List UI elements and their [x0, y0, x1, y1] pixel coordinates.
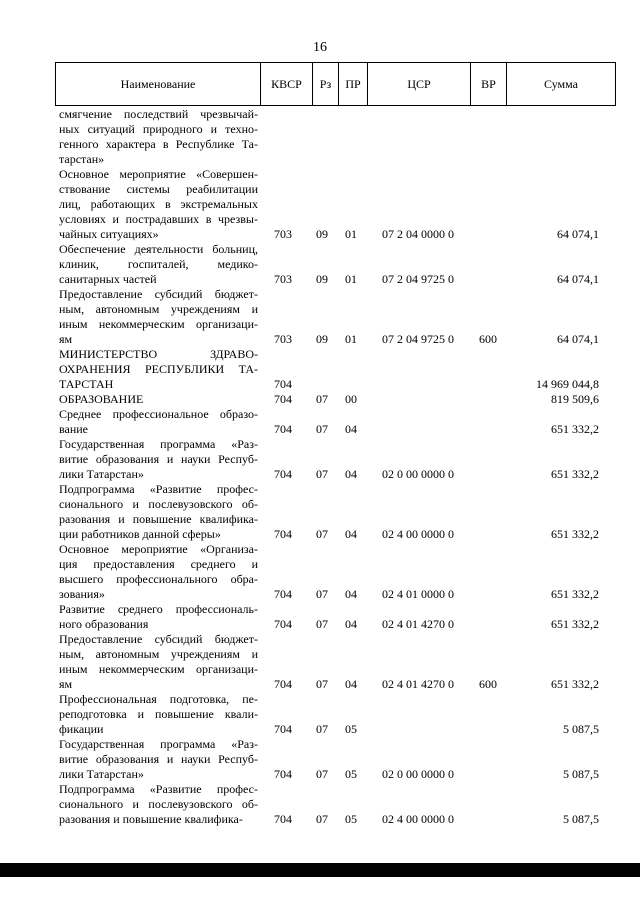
row-name-line: ОХРАНЕНИЯ РЕСПУБЛИКИ ТА-: [59, 362, 258, 376]
row-name: [59, 692, 258, 737]
cell-rz: 07: [316, 587, 328, 601]
cell-pr: 05: [345, 722, 357, 736]
row-name: [59, 482, 258, 542]
cell-kvsr: 704: [274, 722, 292, 736]
cell-csr: 02 4 01 4270 0: [382, 677, 454, 691]
cell-pr: 01: [345, 272, 357, 286]
cell-sum: 651 332,2: [551, 677, 599, 691]
table-row: [0, 347, 640, 392]
cell-kvsr: 704: [274, 812, 292, 826]
row-name: [59, 407, 258, 437]
cell-kvsr: 704: [274, 467, 292, 481]
cell-pr: 04: [345, 677, 357, 691]
row-name-line: санитарных частей: [59, 272, 157, 286]
row-name-line: клиник, госпиталей, медико-: [59, 257, 258, 271]
row-name-line: иным некоммерческим организаци-: [59, 662, 258, 676]
cell-kvsr: 704: [274, 617, 292, 631]
cell-kvsr: 704: [274, 767, 292, 781]
table-row: [0, 107, 640, 167]
table-body: [0, 107, 640, 827]
row-name-line: Среднее профессиональное образо-: [59, 407, 258, 421]
header-vr: ВР: [471, 63, 507, 105]
row-name: [59, 242, 258, 287]
row-name-line: вание: [59, 422, 89, 436]
table-row: [0, 167, 640, 242]
cell-rz: 07: [316, 527, 328, 541]
cell-kvsr: 704: [274, 527, 292, 541]
cell-sum: 651 332,2: [551, 587, 599, 601]
row-name-line: Обеспечение деятельности больниц,: [59, 242, 258, 256]
row-name: [59, 632, 258, 692]
row-name-line: лики Татарстан»: [59, 467, 144, 481]
cell-kvsr: 703: [274, 272, 292, 286]
cell-csr: 02 0 00 0000 0: [382, 467, 454, 481]
header-kvsr: КВСР: [261, 63, 313, 105]
row-name-line: Основное мероприятие «Организа-: [59, 542, 258, 556]
cell-rz: 07: [316, 677, 328, 691]
cell-vr: 600: [479, 332, 497, 346]
cell-rz: 07: [316, 422, 328, 436]
cell-csr: 02 0 00 0000 0: [382, 767, 454, 781]
row-name-line: сионального и послевузовского об-: [59, 797, 258, 811]
row-name-line: Подпрограмма «Развитие профес-: [59, 782, 258, 796]
row-name-line: ям: [59, 332, 73, 346]
row-name-line: ствование системы реабилитации: [59, 182, 258, 196]
row-name-line: условиях и пострадавших в чрезвы-: [59, 212, 258, 226]
row-name: [59, 437, 258, 482]
row-name-line: ции работников данной сферы»: [59, 527, 221, 541]
row-name-line: Государственная программа «Раз-: [59, 737, 258, 751]
cell-kvsr: 704: [274, 587, 292, 601]
row-name: [59, 287, 258, 347]
table-row: [0, 482, 640, 542]
table-row: [0, 692, 640, 737]
row-name: [59, 602, 258, 632]
cell-kvsr: 704: [274, 677, 292, 691]
cell-kvsr: 704: [274, 392, 292, 406]
row-name-line: высшего профессионального обра-: [59, 572, 258, 586]
page-number: 16: [313, 40, 327, 55]
cell-pr: 01: [345, 227, 357, 241]
table-row: [0, 782, 640, 827]
table-row: [0, 632, 640, 692]
cell-sum: 651 332,2: [551, 422, 599, 436]
cell-kvsr: 703: [274, 227, 292, 241]
row-name-line: зования»: [59, 587, 105, 601]
header-rz: Рз: [313, 63, 339, 105]
cell-sum: 651 332,2: [551, 467, 599, 481]
row-name-line: разования и повышение квалифика-: [59, 512, 258, 526]
cell-csr: 02 4 00 0000 0: [382, 812, 454, 826]
cell-sum: 64 074,1: [557, 272, 599, 286]
cell-pr: 05: [345, 767, 357, 781]
row-name-line: сионального и послевузовского об-: [59, 497, 258, 511]
table-row: [0, 737, 640, 782]
row-name-line: Государственная программа «Раз-: [59, 437, 258, 451]
row-name: [59, 737, 258, 782]
cell-rz: 07: [316, 392, 328, 406]
row-name-line: витие образования и науки Респуб-: [59, 752, 258, 766]
cell-kvsr: 703: [274, 332, 292, 346]
row-name-line: ям: [59, 677, 73, 691]
row-name-line: генного характера в Республике Та-: [59, 137, 258, 151]
table-row: [0, 542, 640, 602]
row-name-line: ных ситуаций природного и техно-: [59, 122, 258, 136]
row-name-line: иным некоммерческим организаци-: [59, 317, 258, 331]
row-name-line: ция предоставления среднего и: [59, 557, 258, 571]
row-name: [59, 392, 258, 407]
row-name: [59, 542, 258, 602]
cell-rz: 09: [316, 227, 328, 241]
cell-csr: 07 2 04 9725 0: [382, 332, 454, 346]
row-name-line: Профессиональная подготовка, пе-: [59, 692, 258, 706]
row-name-line: Предоставление субсидий бюджет-: [59, 287, 258, 301]
cell-csr: 02 4 01 4270 0: [382, 617, 454, 631]
cell-pr: 04: [345, 527, 357, 541]
cell-pr: 04: [345, 617, 357, 631]
cell-pr: 01: [345, 332, 357, 346]
cell-sum: 64 074,1: [557, 227, 599, 241]
row-name-line: ным, автономным учреждениям и: [59, 302, 258, 316]
cell-sum: 5 087,5: [563, 812, 599, 826]
row-name-line: витие образования и науки Респуб-: [59, 452, 258, 466]
row-name-line: ным, автономным учреждениям и: [59, 647, 258, 661]
row-name-line: Подпрограмма «Развитие профес-: [59, 482, 258, 496]
cell-csr: 07 2 04 0000 0: [382, 227, 454, 241]
header-sum: Сумма: [544, 77, 578, 91]
cell-pr: 05: [345, 812, 357, 826]
cell-pr: 04: [345, 422, 357, 436]
table-row: [0, 287, 640, 347]
cell-sum: 64 074,1: [557, 332, 599, 346]
table-row: [0, 242, 640, 287]
cell-rz: 07: [316, 467, 328, 481]
table-row: [0, 437, 640, 482]
header-name: Наименование: [56, 63, 261, 105]
row-name-line: лиц, работающих в экстремальных: [59, 197, 258, 211]
row-name-line: смягчение последствий чрезвычай-: [59, 107, 258, 121]
cell-vr: 600: [479, 677, 497, 691]
row-name-line: ного образования: [59, 617, 149, 631]
row-name-line: Основное мероприятие «Совершен-: [59, 167, 258, 181]
cell-rz: 09: [316, 332, 328, 346]
cell-kvsr: 704: [274, 422, 292, 436]
table-row: [0, 602, 640, 632]
cell-csr: 02 4 01 0000 0: [382, 587, 454, 601]
table-row: [0, 407, 640, 437]
row-name: [59, 107, 258, 167]
row-name-line: тарстан»: [59, 152, 105, 166]
cell-rz: 07: [316, 617, 328, 631]
cell-pr: 04: [345, 467, 357, 481]
header-csr: ЦСР: [368, 63, 471, 105]
cell-sum: 14 969 044,8: [536, 377, 599, 391]
cell-sum: 651 332,2: [551, 617, 599, 631]
cell-pr: 00: [345, 392, 357, 406]
row-name-line: лики Татарстан»: [59, 767, 144, 781]
row-name-line: фикации: [59, 722, 104, 736]
table-row: [0, 392, 640, 407]
row-name: [59, 167, 258, 242]
row-name-line: МИНИСТЕРСТВО ЗДРАВО-: [59, 347, 258, 361]
cell-rz: 07: [316, 812, 328, 826]
cell-csr: 02 4 00 0000 0: [382, 527, 454, 541]
cell-csr: 07 2 04 9725 0: [382, 272, 454, 286]
row-name-line: ОБРАЗОВАНИЕ: [59, 392, 144, 406]
row-name: [59, 782, 258, 827]
cell-sum: 651 332,2: [551, 527, 599, 541]
cell-rz: 09: [316, 272, 328, 286]
row-name-line: чайных ситуациях»: [59, 227, 159, 241]
scan-border: [0, 863, 640, 877]
row-name-line: разования и повышение квалифика-: [59, 812, 243, 826]
row-name-line: ТАРСТАН: [59, 377, 114, 391]
row-name: [59, 347, 258, 392]
table-header: [55, 62, 616, 106]
cell-sum: 5 087,5: [563, 767, 599, 781]
cell-kvsr: 704: [274, 377, 292, 391]
cell-pr: 04: [345, 587, 357, 601]
header-pr: ПР: [339, 63, 368, 105]
cell-rz: 07: [316, 722, 328, 736]
row-name-line: Развитие среднего профессиональ-: [59, 602, 258, 616]
cell-rz: 07: [316, 767, 328, 781]
row-name-line: Предоставление субсидий бюджет-: [59, 632, 258, 646]
cell-sum: 5 087,5: [563, 722, 599, 736]
cell-sum: 819 509,6: [551, 392, 599, 406]
row-name-line: реподготовка и повышение квали-: [59, 707, 258, 721]
